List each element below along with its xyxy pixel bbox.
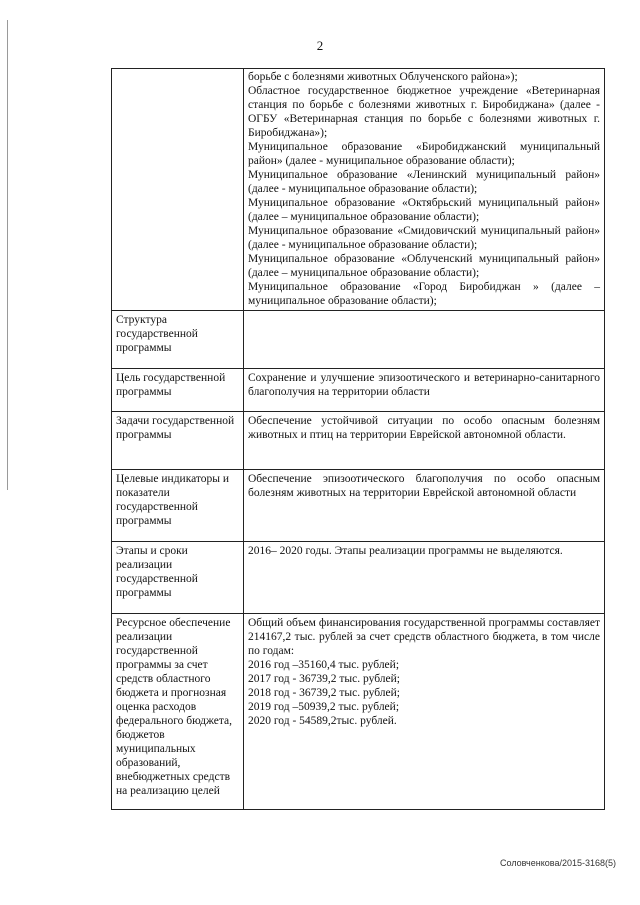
- row-label: Структура государственной программы: [112, 311, 244, 369]
- funding-value: [244, 614, 605, 810]
- table-row-tasks: [112, 412, 605, 470]
- row-label: Ресурсное обеспечение реализации государственной программы за счет средств областного бюджета и прогнозная оценка расходов федерального бюджета, бюджетов муниципальных образований, внебюджетных средств на реализацию целей: [112, 614, 244, 810]
- participant-line: Муниципальное образование «Биробиджанский муниципальный район» (далее - муниципальное образование области);: [248, 141, 600, 167]
- program-passport-table: [111, 68, 605, 810]
- participant-line: Муниципальное образование «Ленинский муниципальный район» (далее - муниципальное образование области);: [248, 169, 600, 195]
- funding-year-line: 2016 год –35160,4 тыс. рублей;: [248, 659, 400, 671]
- row-value: [244, 311, 605, 369]
- row-value: Обеспечение эпизоотического благополучия по особо опасным болезням животных на территории Еврейской автономной области: [244, 470, 605, 542]
- funding-intro: Общий объем финансирования государственной программы составляет 214167,2 тыс. рублей за счет средств областного бюджета, в том числе по годам:: [248, 617, 600, 657]
- row-label: Цель государственной программы: [112, 369, 244, 412]
- document-footer-code: Соловченкова/2015-3168(5): [500, 858, 616, 868]
- participant-line: Муниципальное образование «Смидовичский муниципальный район» (далее - муниципальное образование области);: [248, 225, 600, 251]
- binding-margin-line: [7, 20, 8, 490]
- table-row-stages: [112, 542, 605, 614]
- table-row-indicators: [112, 470, 605, 542]
- row-value: 2016– 2020 годы. Этапы реализации программы не выделяются.: [244, 542, 605, 614]
- table-row-funding: [112, 614, 605, 810]
- table-row-goal: [112, 369, 605, 412]
- row-label: Целевые индикаторы и показатели государственной программы: [112, 470, 244, 542]
- participants-list: [244, 69, 605, 311]
- label-cell-empty: [112, 69, 244, 311]
- funding-year-line: 2020 год - 54589,2тыс. рублей.: [248, 715, 397, 727]
- participant-line: Муниципальное образование «Облученский муниципальный район» (далее – муниципальное образование области);: [248, 253, 600, 279]
- table-row-participants-continued: [112, 69, 605, 311]
- funding-year-line: 2018 год - 36739,2 тыс. рублей;: [248, 687, 400, 699]
- participant-line: борьбе с болезнями животных Облученского района»);: [248, 71, 518, 83]
- participant-line: Муниципальное образование «Октябрьский муниципальный район» (далее – муниципальное образование области);: [248, 197, 600, 223]
- row-value: Сохранение и улучшение эпизоотического и ветеринарно-санитарного благополучия на территории области: [244, 369, 605, 412]
- row-value: Обеспечение устойчивой ситуации по особо опасным болезням животных и птиц на территории Еврейской автономной области.: [244, 412, 605, 470]
- row-label: Задачи государственной программы: [112, 412, 244, 470]
- row-label: Этапы и сроки реализации государственной программы: [112, 542, 244, 614]
- participant-line: Муниципальное образование «Город Биробиджан » (далее – муниципальное образование области);: [248, 281, 600, 307]
- participant-line: Областное государственное бюджетное учреждение «Ветеринарная станция по борьбе с болезнями животных г. Биробиджана» (далее - ОГБУ «Ветеринарная станция по борьбе с болезнями животных г. Биробиджана»);: [248, 85, 600, 139]
- funding-year-line: 2017 год - 36739,2 тыс. рублей;: [248, 673, 400, 685]
- funding-year-line: 2019 год –50939,2 тыс. рублей;: [248, 701, 400, 713]
- page-number: 2: [316, 38, 324, 53]
- table-row-structure: [112, 311, 605, 369]
